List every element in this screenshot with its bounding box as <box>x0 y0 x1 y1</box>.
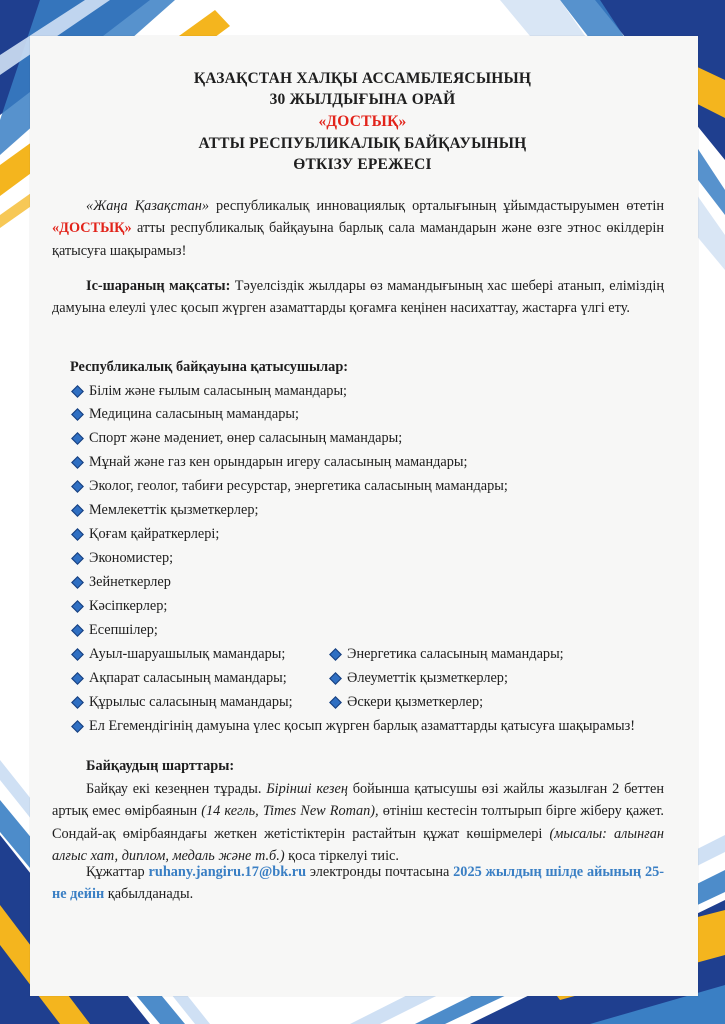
title-line-5: ӨТКІЗУ ЕРЕЖЕСІ <box>293 156 432 173</box>
deadline-text: 2025 жылдың шілде айының 25-не дейін <box>52 864 664 903</box>
title-line-1: ҚАЗАҚСТАН ХАЛҚЫ АССАМБЛЕЯСЫНЫҢ <box>193 70 532 87</box>
diamond-bullet-icon <box>329 696 342 709</box>
diamond-bullet-icon <box>71 552 84 565</box>
list-item: Құрылыс саласының мамандары; <box>70 694 293 711</box>
title-line-2: 30 ЖЫЛДЫҒЫНА ОРАЙ <box>269 91 456 108</box>
diamond-bullet-icon <box>329 672 342 685</box>
list-item: Эколог, геолог, табиғи ресурстар, энергетика саласының мамандары; <box>70 478 508 495</box>
email-link[interactable]: ruhany.jangiru.17@bk.ru <box>148 864 307 880</box>
goal-text: Тәуелсіздік жылдары өз мамандығының хас шебері атанып, еліміздің дамуына елеулі үлес қосып жүрген азаматтарды қоғамға кеңінен насихаттау, жастарға үлгі ету. <box>52 278 664 317</box>
list-item: Энергетика саласының мамандары; <box>328 646 564 663</box>
list-item: Есепшілер; <box>70 622 158 639</box>
intro-text-2: атты республикалық байқауына барлық сала мамандарын және өзге этнос өкілдерін қатысуға шақырамыз! <box>52 220 664 259</box>
submission-paragraph: Құжаттар ruhany.jangiru.17@bk.ru электронды почтасына 2025 жылдың шілде айының 25-не дейін қабылданады. <box>52 864 664 903</box>
list-item: Әскери қызметкерлер; <box>328 694 483 711</box>
diamond-bullet-icon <box>71 408 84 421</box>
list-item: Мемлекеттік қызметкерлер; <box>70 502 258 519</box>
diamond-bullet-icon <box>71 576 84 589</box>
list-item: Медицина саласының мамандары; <box>70 406 299 423</box>
conditions-heading: Байқаудың шарттары: <box>86 758 235 774</box>
intro-highlight: «ДОСТЫҚ» <box>52 220 132 237</box>
diamond-bullet-icon <box>71 480 84 493</box>
list-item: Мұнай және газ кен орындарын игеру саласының мамандары; <box>70 454 467 471</box>
intro-text-1: республикалық инновациялық орталығының ұйымдастыруымен өтетін <box>208 198 664 214</box>
list-item: Экономистер; <box>70 550 173 567</box>
diamond-bullet-icon <box>71 456 84 469</box>
list-item: Білім және ғылым саласының мамандары; <box>70 383 347 400</box>
diamond-bullet-icon <box>71 432 84 445</box>
intro-italic: «Жаңа Қазақстан» <box>86 198 209 214</box>
diamond-bullet-icon <box>71 648 84 661</box>
diamond-bullet-icon <box>71 600 84 613</box>
list-item: Ауыл-шаруашылық мамандары; <box>70 646 285 663</box>
diamond-bullet-icon <box>329 648 342 661</box>
diamond-bullet-icon <box>71 696 84 709</box>
diamond-bullet-icon <box>71 720 84 733</box>
list-item: Спорт және мәдениет, өнер саласының мамандары; <box>70 430 402 447</box>
diamond-bullet-icon <box>71 504 84 517</box>
diamond-bullet-icon <box>71 624 84 637</box>
diamond-bullet-icon <box>71 385 84 398</box>
intro-paragraph <box>52 195 664 262</box>
conditions-paragraph: Байқау екі кезеңнен тұрады. Бірінші кезең бойынша қатысушы өзі жайлы жазылған 2 беттен артық емес өмірбаянын (14 кегль, Times New Roman), өтініш кестесін толтырып бірге жіберу қажет. Сондай-ақ өмірбаяндағы жеткен жетістіктерін растайтын құжат көшірмелері (мысалы: алынған алғыс хат, диплом, медаль және т.б.) қоса тіркелуі тиіс. <box>52 781 664 864</box>
list-item: Әлеуметтік қызметкерлер; <box>328 670 508 687</box>
list-item: Кәсіпкерлер; <box>70 598 167 615</box>
title-line-4: АТТЫ РЕСПУБЛИКАЛЫҚ БАЙҚАУЫНЫҢ <box>198 135 527 152</box>
diamond-bullet-icon <box>71 528 84 541</box>
goal-paragraph <box>52 275 664 320</box>
list-item: Қоғам қайраткерлері; <box>70 526 219 543</box>
goal-label: Іс-шараның мақсаты: <box>86 278 231 294</box>
title-highlight: «ДОСТЫҚ» <box>318 113 407 130</box>
participants-heading: Республикалық байқауына қатысушылар: <box>70 359 349 375</box>
list-item: Ақпарат саласының мамандары; <box>70 670 287 687</box>
list-item: Зейнеткерлер <box>70 574 171 591</box>
diamond-bullet-icon <box>71 672 84 685</box>
list-item-final: Ел Егемендігінің дамуына үлес қосып жүрген барлық азаматтарды қатысуға шақырамыз! <box>70 718 635 735</box>
